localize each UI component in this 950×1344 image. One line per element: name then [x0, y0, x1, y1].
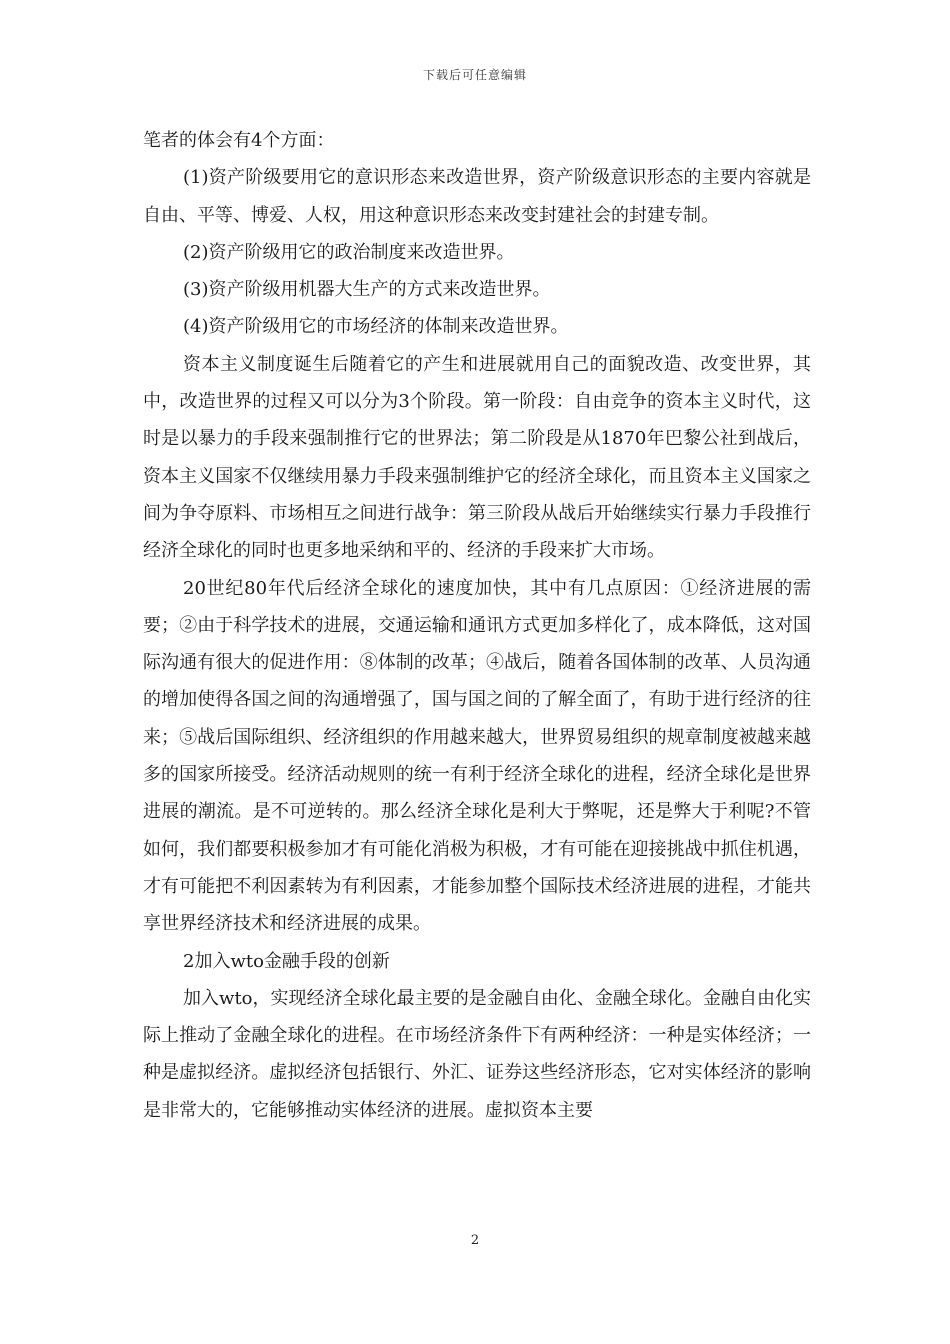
paragraph-point-3: (3)资产阶级用机器大生产的方式来改造世界。	[183, 279, 551, 301]
paragraph-globalization-reasons: 20世纪80年代后经济全球化的速度加快，其中有几点原因：①经济进展的需要；②由于科学技术的进展，交通运输和通讯方式更加多样化了，成本降低，这对国际沟通有很大的促进作用：⑧体制的改革；④战后，随着各国体制的改革、人员沟通的增加使得各国之间的沟通增强了，国与国之间的了解全面了，有助于进行经济的往来；⑤战后国际组织、经济组织的作用越来越大，世界贸易组织的规章制度被越来越多的国家所接受。经济活动规则的统一有利于经济全球化的进程，经济全球化是世界进展的潮流。是不可逆转的。那么经济全球化是利大于弊呢，还是弊大于利呢?不管如何，我们都要积极参加才有可能化消极为积极，才有可能在迎接挑战中抓住机遇，才有可能把不利因素转为有利因素，才能参加整个国际技术经济进展的进程，才能共享世界经济技术和经济进展的成果。	[143, 577, 811, 935]
paragraph-point-1: (1)资产阶级要用它的意识形态来改造世界，资产阶级意识形态的主要内容就是自由、平等、博爱、人权，用这种意识形态来改变封建社会的封建专制。	[143, 167, 811, 226]
paragraph-point-2: (2)资产阶级用它的政治制度来改造世界。	[183, 241, 515, 263]
page-number: 2	[470, 1233, 480, 1248]
document-body	[143, 122, 811, 1129]
paragraph-point-4: (4)资产阶级用它的市场经济的体制来改造世界。	[183, 316, 569, 338]
page-header: 下载后可任意编辑	[422, 68, 527, 82]
section-heading-wto-finance: 2加入wto金融手段的创新	[183, 950, 390, 972]
paragraph-capitalism-stages: 资本主义制度诞生后随着它的产生和进展就用自己的面貌改造、改变世界，其中，改造世界的过程又可以分为3个阶段。第一阶段：自由竞争的资本主义时代，这时是以暴力的手段来强制推行它的世界法；第二阶段是从1870年巴黎公社到战后，资本主义国家不仅继续用暴力手段来强制维护它的经济全球化，而且资本主义国家之间为争夺原料、市场相互之间进行战争：第三阶段从战后开始继续实行暴力手段推行经济全球化的同时也更多地采纳和平的、经济的手段来扩大市场。	[143, 353, 811, 562]
paragraph-wto-finance: 加入wto，实现经济全球化最主要的是金融自由化、金融全球化。金融自由化实际上推动了金融全球化的进程。在市场经济条件下有两种经济：一种是实体经济；一种是虚拟经济。虚拟经济包括银行、外汇、证券这些经济形态，它对实体经济的影响是非常大的，它能够推动实体经济的进展。虚拟资本主要	[143, 987, 811, 1121]
paragraph-intro: 笔者的体会有4个方面：	[143, 130, 335, 151]
